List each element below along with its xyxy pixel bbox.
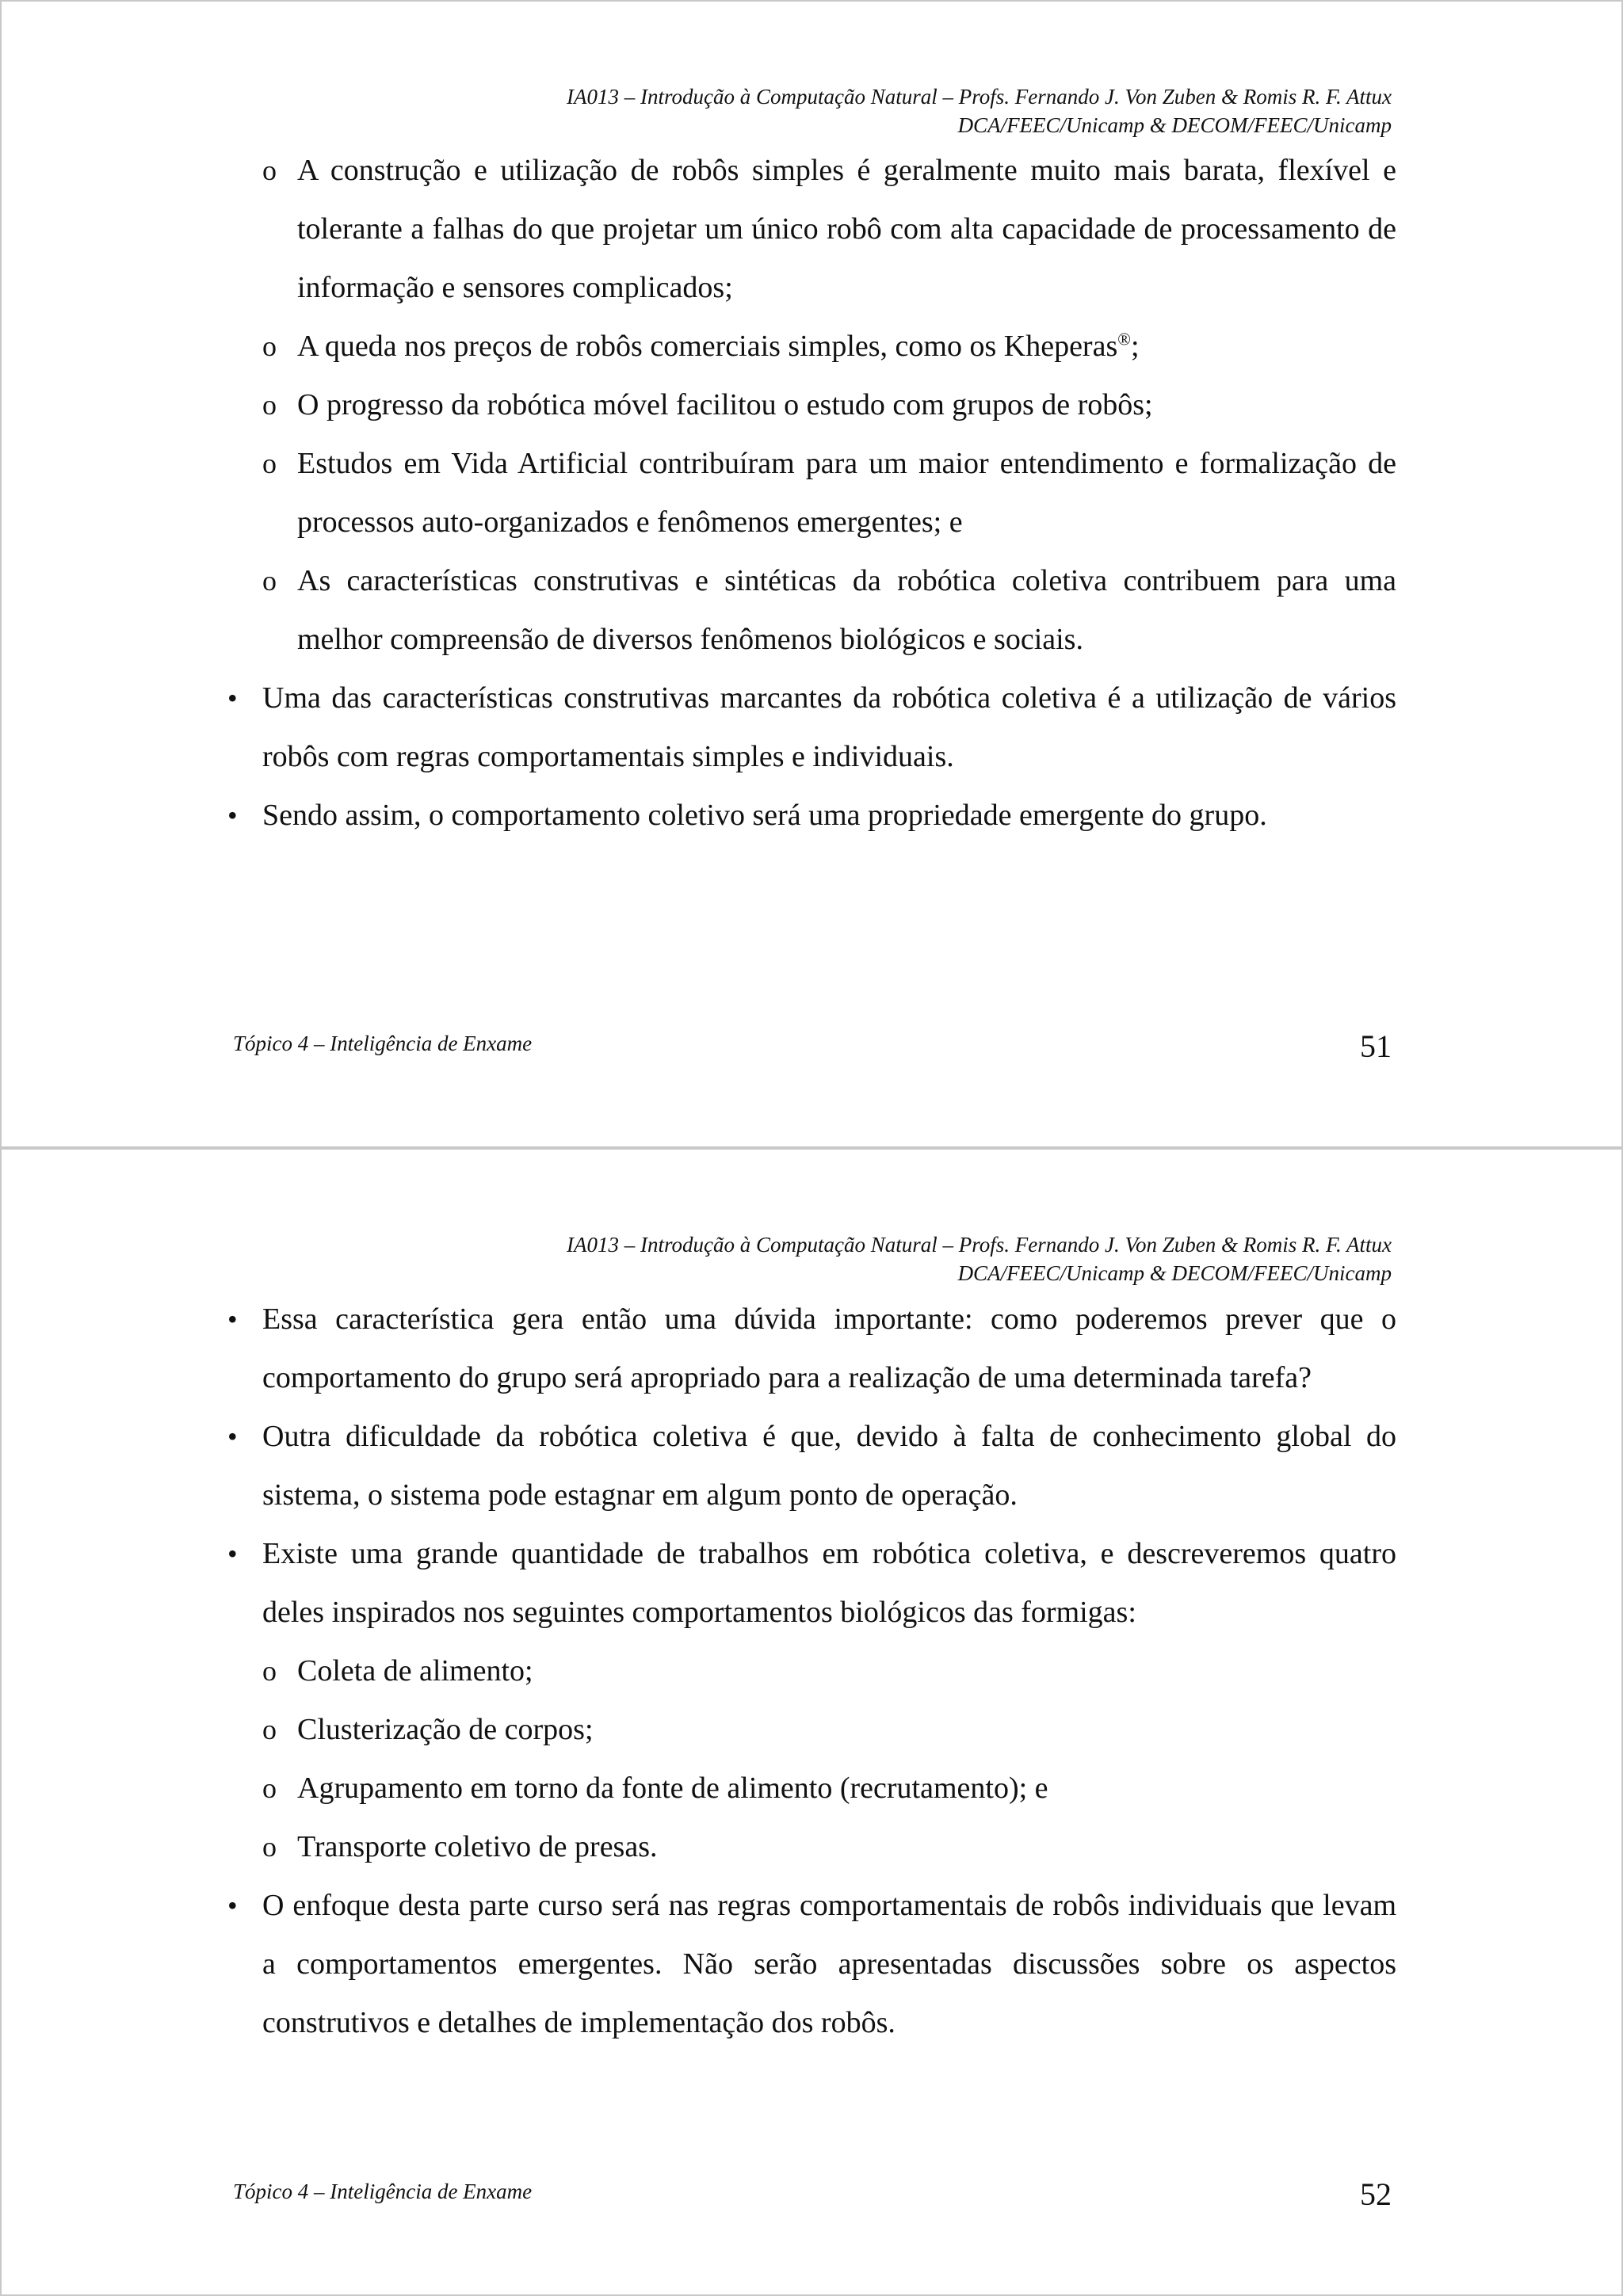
bullet-item: • Essa característica gera então uma dúvida importante: como poderemos prever que o comportamento do grupo será apropriado para a realização de uma determinada tarefa? xyxy=(227,1290,1396,1407)
bullet-item: • Outra dificuldade da robótica coletiva é que, devido à falta de conhecimento global do sistema, o sistema pode estagnar em algum ponto de operação. xyxy=(227,1407,1396,1524)
bullet-item: • Uma das características construtivas marcantes da robótica coletiva é a utilização de vários robôs com regras comportamentais simples e individuais. xyxy=(227,669,1396,786)
dot-bullet-icon: • xyxy=(227,682,238,714)
registered-mark: ® xyxy=(1117,329,1131,349)
sub-bullet-item: o As características construtivas e sintéticas da robótica coletiva contribuem para uma melhor compreensão de diversos fenômenos biológicos e sociais. xyxy=(227,551,1396,669)
dot-bullet-icon: • xyxy=(227,1890,238,1921)
circle-bullet-icon: o xyxy=(262,448,277,479)
dot-bullet-icon: • xyxy=(227,799,238,831)
sub-bullet-item: o A construção e utilização de robôs simples é geralmente muito mais barata, flexível e tolerante a falhas do que projetar um único robô com alta capacidade de processamento de informação e sensores complicados; xyxy=(227,141,1396,317)
bullet-item: • Sendo assim, o comportamento coletivo será uma propriedade emergente do grupo. xyxy=(227,786,1396,845)
slide-body xyxy=(227,1290,1396,2052)
sub-bullet-item: o O progresso da robótica móvel facilitou o estudo com grupos de robôs; xyxy=(227,376,1396,434)
header-course-line: IA013 – Introdução à Computação Natural – Profs. Fernando J. Von Zuben & Romis R. F. Attux xyxy=(567,85,1392,109)
circle-bullet-icon: o xyxy=(262,565,277,597)
circle-bullet-icon: o xyxy=(262,1831,277,1863)
sub-bullet-item: o Estudos em Vida Artificial contribuíram para um maior entendimento e formalização de processos auto-organizados e fenômenos emergentes; e xyxy=(227,434,1396,551)
circle-bullet-icon: o xyxy=(262,1714,277,1745)
page-number: 52 xyxy=(1360,2176,1392,2212)
dot-bullet-icon: • xyxy=(227,1421,238,1452)
slide-52 xyxy=(0,1148,1623,2296)
header-department-line: DCA/FEEC/Unicamp & DECOM/FEEC/Unicamp xyxy=(957,113,1392,137)
circle-bullet-icon: o xyxy=(262,330,277,362)
slide-header xyxy=(567,82,1392,139)
page-number: 51 xyxy=(1360,1028,1392,1064)
bullet-item: • O enfoque desta parte curso será nas regras comportamentais de robôs individuais que levam a comportamentos emergentes. Não serão apresentadas discussões sobre os aspectos construtivos e detalhes de implementação dos robôs. xyxy=(227,1876,1396,2052)
circle-bullet-icon: o xyxy=(262,1772,277,1804)
slide-header xyxy=(567,1230,1392,1287)
circle-bullet-icon: o xyxy=(262,389,277,421)
sub-bullet-item: o A queda nos preços de robôs comerciais simples, como os Kheperas®; xyxy=(227,317,1396,376)
circle-bullet-icon: o xyxy=(262,1655,277,1687)
sub-bullet-item: o Transporte coletivo de presas. xyxy=(227,1817,1396,1876)
slide-body xyxy=(227,141,1396,845)
footer-topic: Tópico 4 – Inteligência de Enxame xyxy=(233,1032,533,1055)
bullet-item: • Existe uma grande quantidade de trabalhos em robótica coletiva, e descreveremos quatro deles inspirados nos seguintes comportamentos biológicos das formigas: xyxy=(227,1524,1396,1642)
sub-bullet-item: o Coleta de alimento; xyxy=(227,1642,1396,1700)
dot-bullet-icon: • xyxy=(227,1538,238,1569)
header-course-line: IA013 – Introdução à Computação Natural – Profs. Fernando J. Von Zuben & Romis R. F. Attux xyxy=(567,1233,1392,1257)
sub-bullet-item: o Agrupamento em torno da fonte de alimento (recrutamento); e xyxy=(227,1759,1396,1817)
sub-bullet-item: o Clusterização de corpos; xyxy=(227,1700,1396,1759)
dot-bullet-icon: • xyxy=(227,1303,238,1335)
footer-topic: Tópico 4 – Inteligência de Enxame xyxy=(233,2180,533,2203)
header-department-line: DCA/FEEC/Unicamp & DECOM/FEEC/Unicamp xyxy=(957,1261,1392,1285)
circle-bullet-icon: o xyxy=(262,154,277,186)
